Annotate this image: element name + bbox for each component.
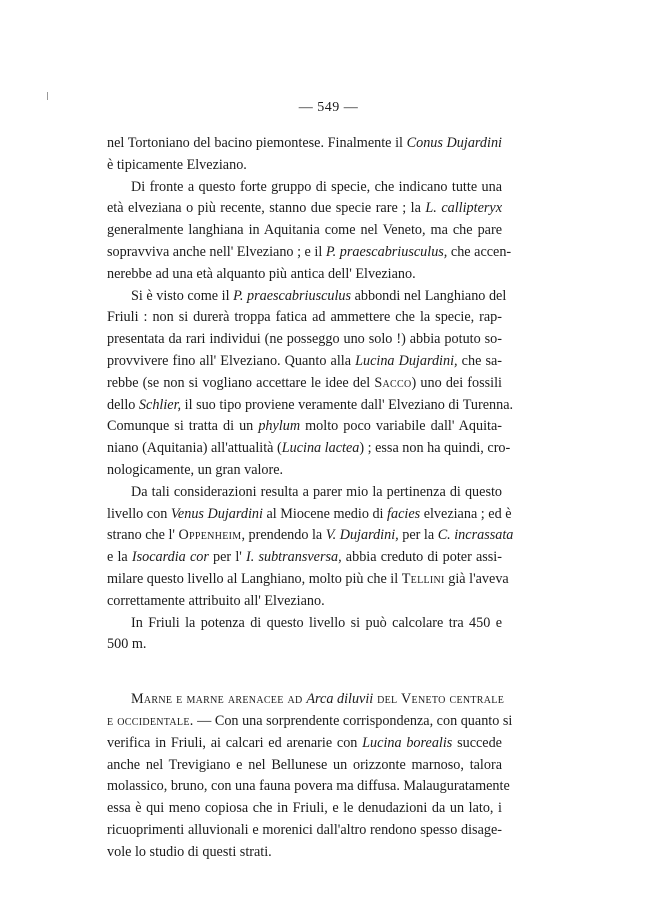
text-run: già l'aveva bbox=[444, 570, 509, 587]
text-line bbox=[107, 177, 502, 199]
text-run: Comunque si tratta di un bbox=[107, 418, 259, 435]
text-line bbox=[107, 798, 502, 820]
text-line bbox=[107, 525, 514, 547]
italic-run: V. Dujardini, bbox=[325, 527, 399, 544]
text-run: presentata da rari individui (ne posseggo uno solo !) abbia potuto so- bbox=[107, 331, 502, 348]
text-line bbox=[107, 711, 513, 733]
italic-run: Lucina Dujardini, bbox=[355, 352, 458, 369]
text-line bbox=[107, 198, 502, 220]
text-run: — Con una sorprendente corrispondenza, con quanto si bbox=[193, 712, 513, 729]
text-run: nel Tortoniano del bacino piemontese. Finalmente il bbox=[107, 135, 407, 151]
italic-run: phylum bbox=[258, 418, 301, 435]
text-run: vole lo studio di questi strati. bbox=[107, 843, 272, 860]
text-run: provvivere fino all' Elveziano. Quanto alla bbox=[107, 352, 356, 369]
smallcaps-run: Sacco bbox=[374, 374, 412, 391]
text-line bbox=[107, 591, 502, 613]
italic-run: Venus Dujardini bbox=[170, 505, 263, 522]
text-run: abbia creduto di poter assi- bbox=[341, 549, 502, 566]
italic-run: Lucina lactea bbox=[281, 440, 360, 457]
text-line bbox=[107, 776, 510, 798]
text-line bbox=[107, 547, 502, 569]
body-text bbox=[107, 133, 514, 864]
section-gap bbox=[107, 656, 502, 689]
text-line bbox=[107, 733, 502, 755]
text-run: , prendendo la bbox=[241, 527, 326, 544]
text-run: il suo tipo proviene veramente dall' Elveziano di Turenna. bbox=[181, 396, 514, 413]
smallcaps-run: Oppenheim bbox=[178, 527, 242, 544]
text-line bbox=[107, 460, 502, 482]
text-line bbox=[107, 264, 502, 286]
text-run: livello con bbox=[107, 505, 171, 522]
text-line bbox=[107, 220, 502, 242]
text-run: nerebbe ad una età alquanto più antica dell' Elveziano. bbox=[107, 265, 416, 282]
text-run: dello bbox=[107, 396, 139, 413]
text-run: Friuli : non si durerà troppa fatica ad ammettere che la specie, rap- bbox=[107, 309, 502, 326]
italic-run: Conus Dujardini bbox=[406, 135, 502, 151]
text-line bbox=[107, 634, 502, 656]
text-run: per l' bbox=[208, 549, 247, 566]
text-run: al Miocene medio di bbox=[262, 505, 388, 522]
italic-run: Lucina borealis bbox=[362, 734, 453, 751]
text-run: anche nel Trevigiano e nel Bellunese un orizzonte marnoso, talora bbox=[107, 756, 502, 773]
text-run: strano che l' bbox=[107, 527, 179, 544]
text-line bbox=[107, 504, 512, 526]
text-run: In Friuli la potenza di questo livello si può calcolare tra 450 e bbox=[131, 614, 502, 631]
smallcaps-run: e occidentale. bbox=[107, 712, 194, 729]
text-run: sopravviva anche nell' Elveziano ; e il bbox=[107, 243, 326, 260]
text-line bbox=[107, 242, 512, 264]
italic-run: C. incrassata bbox=[437, 527, 514, 544]
text-run: correttamente attribuito all' Elveziano. bbox=[107, 592, 325, 609]
text-run: molassico, bruno, con una fauna povera ma diffusa. Malauguratamente bbox=[107, 778, 510, 795]
italic-run: L. callipteryx bbox=[425, 200, 502, 217]
text-run: nologicamente, un gran valore. bbox=[107, 461, 284, 478]
text-run: ) uno dei fossili bbox=[411, 374, 502, 391]
italic-run: P. praescabriusculus, bbox=[325, 243, 448, 260]
text-run: succede bbox=[452, 734, 502, 751]
italic-run: Arca diluvii bbox=[306, 691, 374, 708]
text-run: Di fronte a questo forte gruppo di specie, che indicano tutte una bbox=[131, 178, 502, 195]
text-run: che sa- bbox=[457, 352, 503, 369]
text-line bbox=[107, 689, 505, 711]
text-line bbox=[107, 395, 514, 417]
italic-run: Isocardia cor bbox=[131, 549, 209, 566]
text-run: essa è qui meno copiosa che in Friuli, e le denudazioni da un lato, i bbox=[107, 800, 502, 817]
text-run: è tipicamente Elveziano. bbox=[107, 156, 247, 173]
text-line bbox=[107, 569, 509, 591]
italic-run: Schlier, bbox=[138, 396, 182, 413]
text-run: rebbe (se non si vogliano accettare le idee del bbox=[107, 374, 375, 391]
italic-run: I. subtransversa, bbox=[246, 549, 342, 566]
text-run: generalmente langhiana in Aquitania come nel Veneto, ma che pare bbox=[107, 222, 502, 239]
text-line bbox=[107, 416, 502, 438]
text-line bbox=[107, 133, 502, 155]
text-line bbox=[107, 307, 502, 329]
smallcaps-run: Marne e marne arenacee ad bbox=[131, 691, 307, 708]
text-run: verifica in Friuli, ai calcari ed arenarie con bbox=[107, 734, 363, 751]
text-run: molto poco variabile dall' Aquita- bbox=[300, 418, 502, 435]
text-line bbox=[107, 329, 502, 351]
text-line bbox=[107, 613, 502, 635]
text-line bbox=[107, 155, 502, 177]
text-run: per la bbox=[398, 527, 438, 544]
text-run: milare questo livello al Langhiano, molto più che il bbox=[107, 570, 402, 587]
text-line bbox=[107, 755, 502, 777]
text-run: ricuoprimenti alluvionali e morenici dall'altro rendono spesso disage- bbox=[107, 821, 502, 838]
text-line bbox=[107, 286, 507, 308]
text-run: e la bbox=[107, 549, 132, 566]
text-run: che accen- bbox=[447, 243, 512, 260]
text-run: niano (Aquitania) all'attualità ( bbox=[107, 440, 282, 457]
page-number: — 549 — bbox=[298, 100, 359, 115]
smallcaps-run: Tellini bbox=[401, 570, 445, 587]
smallcaps-run: del Veneto centrale bbox=[373, 691, 505, 708]
text-line bbox=[107, 482, 502, 504]
text-run: Si è visto come il bbox=[131, 287, 234, 304]
text-run: Da tali considerazioni resulta a parer mio la pertinenza di questo bbox=[131, 483, 502, 500]
text-line bbox=[107, 842, 502, 864]
text-run: 500 m. bbox=[107, 636, 147, 653]
text-line bbox=[107, 438, 511, 460]
text-run: abbondi nel Langhiano del bbox=[351, 287, 507, 304]
italic-run: P. praescabriusculus bbox=[233, 287, 352, 304]
text-run: ) ; essa non ha quindi, cro- bbox=[359, 440, 511, 457]
margin-mark bbox=[47, 92, 48, 100]
text-line bbox=[107, 373, 502, 395]
text-line bbox=[107, 351, 502, 373]
text-run: elveziana ; ed è bbox=[420, 505, 512, 522]
text-line bbox=[107, 820, 502, 842]
text-run: età elveziana o più recente, stanno due specie rare ; la bbox=[107, 200, 426, 217]
italic-run: facies bbox=[387, 505, 421, 522]
